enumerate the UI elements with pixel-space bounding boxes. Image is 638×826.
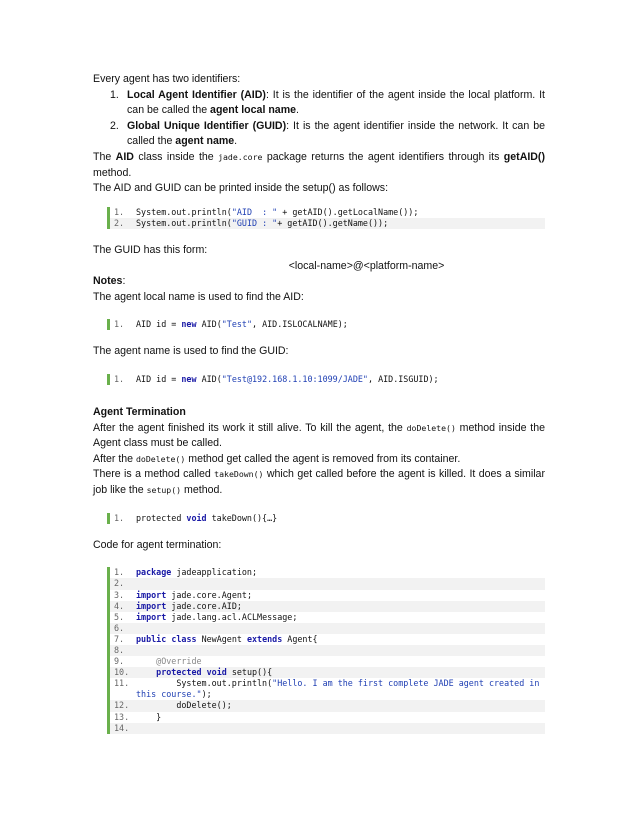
- code-keyword: new: [181, 374, 197, 384]
- code-text: System.out.println(: [136, 206, 232, 217]
- term-guid: Global Unique Identifier (GUID): [127, 119, 287, 132]
- term-aid: Local Agent Identifier (AID): [127, 88, 266, 101]
- termination-paragraph-2: [93, 452, 545, 468]
- code-string: "GUID : ": [231, 217, 278, 228]
- inline-code: doDelete(): [136, 453, 186, 464]
- bold-method: getAID(): [503, 150, 545, 163]
- code-line: [110, 218, 545, 229]
- line-number: 1.: [114, 206, 125, 217]
- bold-term: agent local name: [210, 104, 297, 117]
- line-number: 1.: [114, 319, 125, 330]
- code-line: [110, 645, 545, 656]
- line-number: 14.: [114, 722, 130, 733]
- list-text: : It is the agent identifier inside the network. It can be called the: [127, 119, 545, 148]
- line-number: 7.: [114, 633, 125, 644]
- inline-code: takeDown(): [214, 469, 264, 480]
- document-page: [93, 72, 545, 734]
- local-name-paragraph: The agent local name is used to find the AID:: [93, 290, 304, 303]
- code-block-takedown: [107, 513, 545, 524]
- code-text: import jade.core.Agent;: [136, 589, 252, 600]
- termination-paragraph-3: [93, 467, 545, 498]
- text: The: [93, 150, 116, 163]
- code-line: [110, 612, 545, 623]
- list-number: 2.: [110, 119, 119, 132]
- code-text: , AID.ISGUID);: [367, 374, 439, 384]
- code-text: AID id =: [136, 374, 182, 384]
- code-text: import jade.core.AID;: [136, 600, 242, 611]
- line-number: 6.: [114, 622, 125, 633]
- aid-paragraph: [93, 150, 545, 181]
- code-text: protected: [136, 512, 187, 523]
- line-number: 1.: [114, 512, 125, 523]
- termination-paragraph-1: [93, 421, 545, 452]
- code-text: + getAID().getLocalName());: [277, 206, 419, 217]
- inline-code: jade.core: [218, 151, 263, 162]
- notes-bold: Notes: [93, 275, 123, 288]
- text: class inside the: [133, 150, 219, 163]
- notes-label: [93, 274, 545, 290]
- bold-aid: AID: [115, 150, 134, 163]
- code-text: + getAID().getName());: [277, 217, 389, 228]
- intro-text: Every agent has two identifiers:: [93, 73, 241, 85]
- print-paragraph: The AID and GUID can be printed inside the setup() as follows:: [93, 182, 389, 195]
- code-line: [110, 513, 545, 524]
- code-text: public class NewAgent extends Agent{: [136, 633, 318, 644]
- code-text: System.out.println("Hello. I am the first complete JADE agent created in this course.");: [136, 678, 545, 700]
- line-number: 5.: [114, 611, 125, 622]
- code-line: [110, 590, 545, 601]
- code-text: AID(: [196, 374, 222, 384]
- code-text: }: [136, 711, 162, 722]
- code-block-print: [107, 207, 545, 229]
- code-text: [136, 578, 545, 589]
- list-end: .: [234, 135, 238, 148]
- code-text: [136, 645, 545, 656]
- text: method.: [93, 166, 132, 179]
- code-line: [110, 656, 545, 667]
- code-string: "AID : ": [231, 206, 278, 217]
- list-item-guid: [93, 119, 545, 150]
- bold-term: agent name: [175, 135, 235, 148]
- code-text: package jadeapplication;: [136, 567, 258, 578]
- code-line: [110, 578, 545, 589]
- termination-heading: [93, 405, 545, 421]
- code-string: "Test": [221, 319, 253, 330]
- code-text: [136, 623, 545, 634]
- line-number: 13.: [114, 711, 130, 722]
- notes-colon: :: [122, 275, 126, 288]
- heading-text: Agent Termination: [93, 406, 186, 419]
- code-text: takeDown(){…}: [206, 512, 278, 523]
- line-number: 9.: [114, 656, 125, 667]
- code-line: [110, 634, 545, 645]
- code-keyword: new: [181, 319, 197, 330]
- code-text: AID id =: [136, 319, 182, 330]
- guid-pattern: <local-name>@<platform-name>: [288, 259, 445, 272]
- code-line: [110, 319, 545, 330]
- code-block-guid: [107, 374, 545, 385]
- code-termination-label: Code for agent termination:: [93, 538, 222, 551]
- code-text: protected void setup(){: [156, 667, 273, 678]
- line-number: 3.: [114, 589, 125, 600]
- agent-name-paragraph: The agent name is used to find the GUID:: [93, 345, 289, 358]
- text: package returns the agent identifiers through its: [262, 150, 504, 163]
- code-text: AID(: [196, 319, 222, 330]
- code-line: [110, 601, 545, 612]
- code-line: [110, 207, 545, 218]
- line-number: 4.: [114, 600, 125, 611]
- guid-form-text: The GUID has this form:: [93, 243, 208, 256]
- code-text: , AID.ISLOCALNAME);: [252, 319, 348, 330]
- code-block-local: [107, 319, 545, 330]
- code-text: System.out.println(: [136, 217, 232, 228]
- code-string: "Test@192.168.1.10:1099/JADE": [221, 374, 368, 384]
- code-line: [110, 374, 545, 385]
- code-text: [136, 723, 545, 734]
- text: There is a method called: [93, 468, 215, 481]
- code-text: import jade.lang.acl.ACLMessage;: [136, 611, 298, 622]
- text: After the agent finished its work it still alive. To kill the agent, the: [93, 421, 407, 434]
- code-block-termination: [107, 567, 545, 733]
- text: method.: [181, 484, 223, 497]
- code-keyword: void: [186, 512, 207, 523]
- text: method get called the agent is removed from its container.: [185, 452, 461, 465]
- line-number: 2.: [114, 217, 125, 228]
- code-line: [110, 667, 545, 678]
- line-number: 1.: [114, 374, 125, 384]
- line-number: 1.: [114, 567, 125, 578]
- code-line: [110, 712, 545, 723]
- line-number: 12.: [114, 700, 130, 711]
- code-line: [110, 623, 545, 634]
- code-line: [110, 723, 545, 734]
- code-line: [110, 700, 545, 711]
- text: which get called before the agent is killed. It does a similar job like the: [93, 468, 545, 497]
- list-item-aid: [93, 88, 545, 119]
- line-number: 10.: [114, 667, 130, 678]
- code-line: [110, 678, 545, 700]
- code-line: [110, 567, 545, 578]
- text: After the: [93, 452, 136, 465]
- inline-code: setup(): [146, 485, 182, 496]
- line-number: 2.: [114, 578, 125, 589]
- list-number: 1.: [110, 88, 119, 101]
- line-number: 11.: [114, 678, 130, 689]
- inline-code: doDelete(): [406, 422, 456, 433]
- line-number: 8.: [114, 645, 125, 655]
- text: method inside the Agent class must be called.: [93, 421, 545, 450]
- code-text: doDelete();: [136, 700, 232, 711]
- code-text: @Override: [156, 656, 202, 667]
- list-end: .: [296, 104, 299, 117]
- list-text: : It is the identifier of the agent inside the local platform. It can be called the: [127, 88, 545, 117]
- identifier-list: [93, 88, 545, 150]
